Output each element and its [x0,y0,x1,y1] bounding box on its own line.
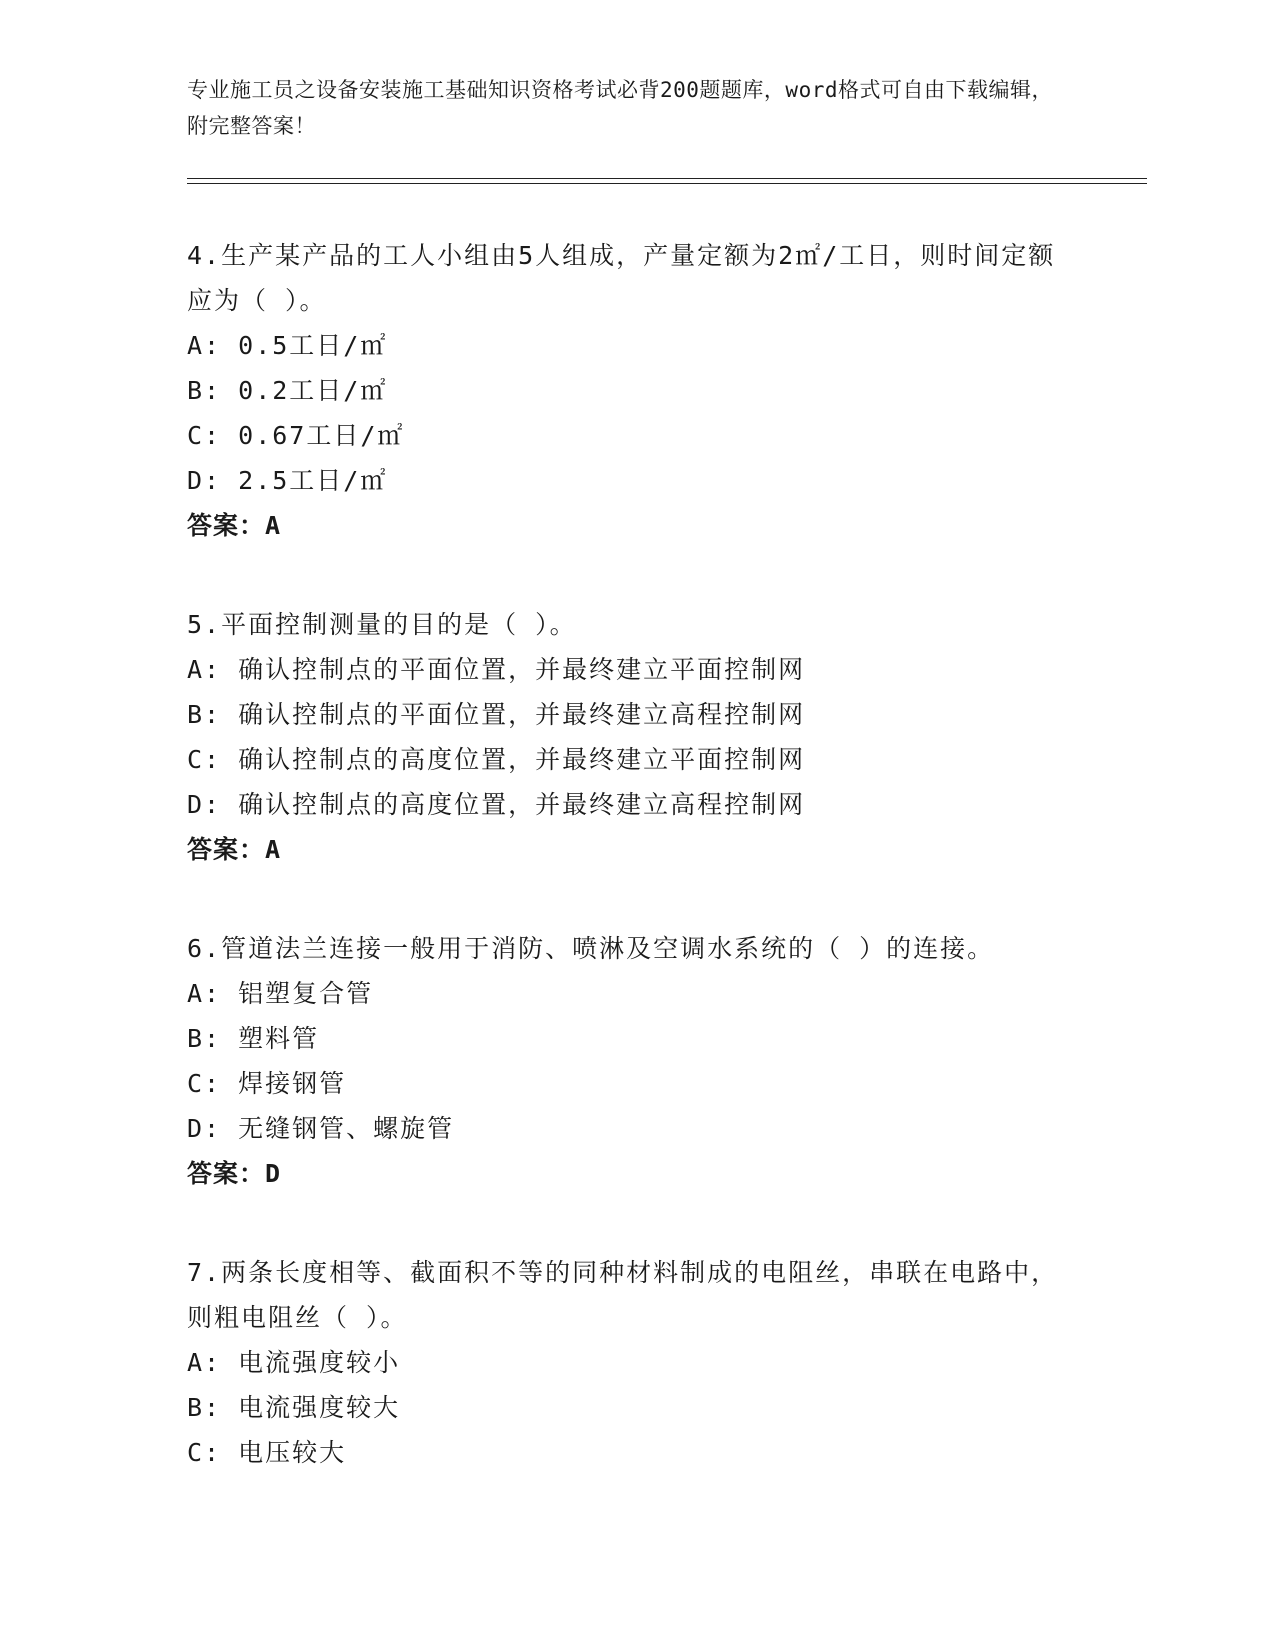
option-a: A: 铝塑复合管 [187,979,374,1008]
option-b: B: 塑料管 [187,1024,320,1053]
answer: 答案：A [187,511,282,540]
document-header [187,72,1067,144]
option-b: B: 电流强度较大 [187,1393,401,1422]
header-divider-bottom [187,183,1147,184]
question-5 [187,602,1087,872]
question-6 [187,926,1087,1196]
question-4 [187,233,1087,548]
option-d: D: 确认控制点的高度位置，并最终建立高程控制网 [187,790,806,819]
option-d: D: 无缝钢管、螺旋管 [187,1114,455,1143]
header-divider-top [187,178,1147,179]
header-title: 专业施工员之设备安装施工基础知识资格考试必背200题题库，word格式可自由下载编辑，附完整答案！ [187,78,1053,138]
question-list [187,233,1087,1529]
option-c: C: 电压较大 [187,1438,347,1467]
question-7 [187,1250,1087,1475]
answer: 答案：A [187,835,282,864]
question-text: 5.平面控制测量的目的是（ ）。 [187,610,577,639]
answer: 答案：D [187,1159,282,1188]
question-text: 6.管道法兰连接一般用于消防、喷淋及空调水系统的（ ）的连接。 [187,934,995,963]
question-text: 4.生产某产品的工人小组由5人组成，产量定额为2㎡/工日，则时间定额应为（ ）。 [187,241,1056,315]
question-text: 7.两条长度相等、截面积不等的同种材料制成的电阻丝，串联在电路中，则粗电阻丝（ ）。 [187,1258,1059,1332]
option-c: C: 0.67工日/㎡ [187,421,405,450]
option-c: C: 确认控制点的高度位置，并最终建立平面控制网 [187,745,806,774]
option-b: B: 确认控制点的平面位置，并最终建立高程控制网 [187,700,806,729]
option-b: B: 0.2工日/㎡ [187,376,388,405]
option-d: D: 2.5工日/㎡ [187,466,388,495]
option-a: A: 确认控制点的平面位置，并最终建立平面控制网 [187,655,806,684]
option-a: A: 0.5工日/㎡ [187,331,388,360]
option-a: A: 电流强度较小 [187,1348,401,1377]
option-c: C: 焊接钢管 [187,1069,347,1098]
